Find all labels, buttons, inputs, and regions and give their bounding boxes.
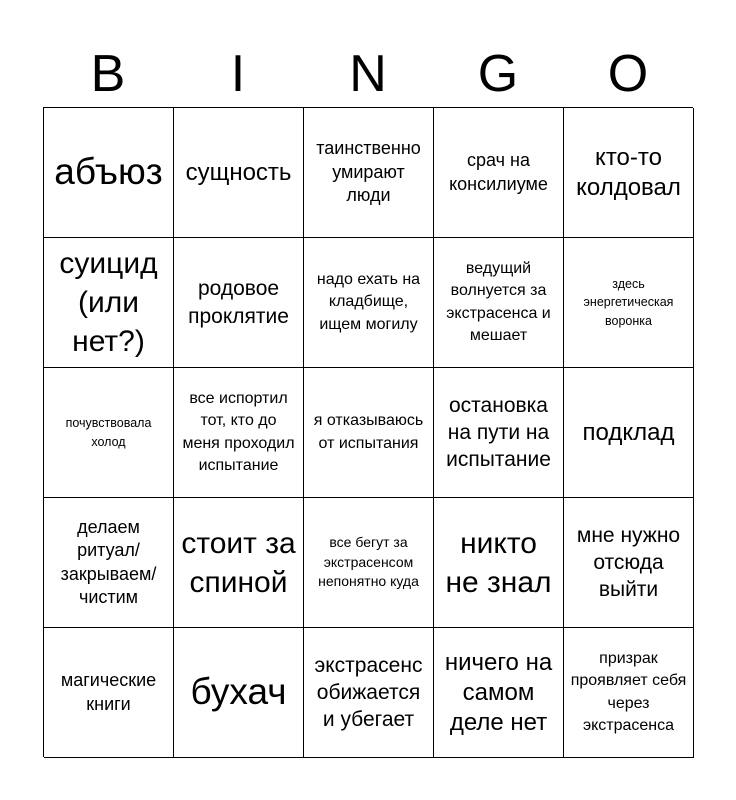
bingo-cell[interactable]	[564, 368, 694, 498]
bingo-cell[interactable]	[434, 498, 564, 628]
bingo-cell-label: никто не знал	[445, 526, 552, 599]
bingo-cell-label: магические книги	[60, 670, 157, 714]
bingo-cell-label: все бегут за экстрасенсом непонятно куда	[318, 534, 419, 590]
bingo-cell-label: стоит за спиной	[181, 526, 296, 599]
bingo-cell[interactable]	[174, 238, 304, 368]
bingo-cell-label: кто-то колдовал	[576, 143, 681, 201]
bingo-cell[interactable]	[564, 628, 694, 758]
bingo-cell[interactable]	[44, 368, 174, 498]
bingo-cell[interactable]	[304, 368, 434, 498]
bingo-cell-label: все испортил тот, кто до меня проходил испытание	[182, 389, 295, 474]
bingo-cell-label: родовое проклятие	[188, 277, 289, 328]
bingo-cell[interactable]	[44, 628, 174, 758]
bingo-cell[interactable]	[434, 368, 564, 498]
bingo-cell-label: абъюз	[54, 151, 163, 193]
bingo-cell-label: подклад	[582, 418, 675, 446]
bingo-cell-label: бухач	[190, 671, 287, 713]
bingo-cell-label: я отказываюсь от испытания	[313, 412, 424, 452]
bingo-cell-label: таинственно умирают люди	[316, 138, 421, 206]
bingo-cell[interactable]	[174, 628, 304, 758]
bingo-cell[interactable]	[44, 238, 174, 368]
header-letter-b: B	[90, 45, 126, 103]
bingo-cell-label: остановка на пути на испытание	[446, 393, 551, 472]
bingo-cell-label: делаем ритуал/ закрываем/ чистим	[60, 516, 157, 607]
bingo-cell-label: экстрасенс обижается и убегает	[314, 653, 423, 732]
bingo-board	[43, 107, 693, 757]
bingo-cell-label: ничего на самом деле нет	[444, 648, 553, 736]
bingo-cell[interactable]	[434, 628, 564, 758]
bingo-cell[interactable]	[564, 238, 694, 368]
bingo-cell-label: срач на консилиуме	[449, 150, 548, 194]
bingo-cell[interactable]	[434, 108, 564, 238]
bingo-cell[interactable]	[564, 108, 694, 238]
header-letter-i: I	[230, 45, 246, 103]
bingo-cell-label: ведущий волнуется за экстрасенса и мешает	[446, 259, 551, 344]
bingo-cell[interactable]	[304, 238, 434, 368]
bingo-cell[interactable]	[174, 368, 304, 498]
bingo-cell[interactable]	[174, 498, 304, 628]
bingo-cell-label: сущность	[185, 158, 292, 186]
bingo-cell[interactable]	[174, 108, 304, 238]
bingo-cell[interactable]	[44, 498, 174, 628]
header-letter-n: N	[349, 45, 387, 103]
bingo-header	[43, 40, 693, 108]
bingo-cell[interactable]	[304, 498, 434, 628]
bingo-cell-label: здесь энергетическая воронка	[583, 277, 674, 328]
bingo-cell[interactable]	[44, 108, 174, 238]
bingo-cell-label: почувствовала холод	[65, 416, 152, 449]
bingo-cell[interactable]	[564, 498, 694, 628]
bingo-cell-label: призрак проявляет себя через экстрасенса	[570, 649, 687, 734]
bingo-cell[interactable]	[434, 238, 564, 368]
bingo-cell[interactable]	[304, 628, 434, 758]
bingo-cell[interactable]	[304, 108, 434, 238]
header-letter-g: G	[477, 45, 519, 103]
bingo-cell-label: мне нужно отсюда выйти	[576, 523, 681, 602]
bingo-cell-label: надо ехать на кладбище, ищем могилу	[316, 270, 421, 333]
bingo-cell-label: суицид (или нет?)	[59, 247, 158, 358]
header-letter-o: O	[607, 45, 649, 103]
